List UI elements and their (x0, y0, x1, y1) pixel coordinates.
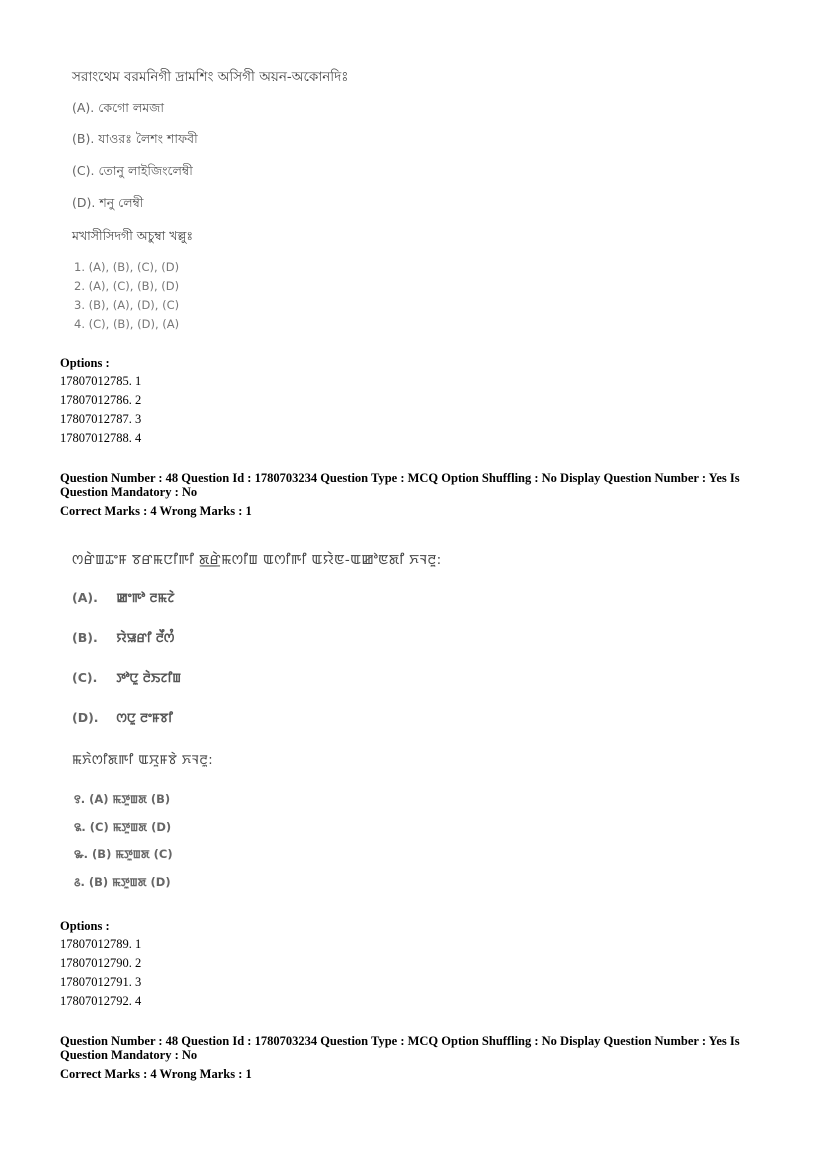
choice-item: (C). ꯇꯣꯅꯨ ꯂꯥꯏꯖꯤꯡ (72, 670, 182, 685)
option-item: 17807012785. 1 (60, 374, 142, 388)
choice-item: (B). ꯌꯥꯎꯔꯤ ꯂꯩꯁꯪ (72, 630, 175, 645)
options-heading: Options : (60, 919, 110, 933)
marks-line: Correct Marks : 4 Wrong Marks : 1 (60, 1067, 252, 1081)
option-item: 17807012789. 1 (60, 937, 142, 951)
choice-item: (A). ꯀꯦꯒꯣ ꯂꯃꯖꯥ (72, 590, 175, 605)
sequence-item: ꯴. (B) ꯃꯇꯨꯡꯗ (D) (74, 875, 171, 889)
choice-item: (B). যাওরঃ লৈশং শাফবী (72, 131, 198, 146)
question-stem: ꯁꯔꯥꯡꯊꯦꯝ ꯕꯔꯃꯅꯤꯒꯤ ꯗ꯭ꯔꯥꯃꯁꯤꯡ ꯑꯁꯤꯒꯤ ꯑꯌꯥꯟ-ꯑꯀꯣꯟꯗꯤ ꯈꯜꯂꯨ: (72, 552, 442, 568)
sequence-item: 3. (B), (A), (D), (C) (74, 298, 180, 312)
sequence-item: 4. (C), (B), (D), (A) (74, 317, 180, 331)
question-image (60, 60, 460, 340)
option-item: 17807012792. 4 (60, 994, 142, 1008)
option-item: 17807012786. 2 (60, 393, 142, 407)
sequence-item: ꯱. (A) ꯃꯇꯨꯡꯗ (B) (74, 792, 171, 806)
choice-item: (D). শনু লেম্বী (72, 195, 144, 210)
question-stem: সরাংথেম বরমনিগী দ্রামশিং অসিগী অয়ন-অকোনদিঃ (72, 69, 349, 85)
option-item: 17807012787. 3 (60, 412, 142, 426)
question-image (60, 545, 480, 895)
choice-item: (A). কেগো লমজা (72, 100, 164, 115)
options-heading: Options : (60, 356, 110, 370)
option-item: 17807012788. 4 (60, 431, 142, 445)
option-item: 17807012790. 2 (60, 956, 142, 970)
sequence-item: 2. (A), (C), (B), (D) (74, 279, 180, 293)
choice-item: (C). তোনু লাইজিংলেম্বী (72, 163, 193, 178)
sequence-item: ꯳. (B) ꯃꯇꯨꯡꯗ (C) (74, 847, 173, 861)
sequence-item: ꯲. (C) ꯃꯇꯨꯡꯗ (D) (74, 820, 172, 834)
sequence-prompt: মখাসীসিদগী অচুম্বা খল্লুঃ (72, 228, 194, 243)
question-meta: Question Number : 48 Question Id : 1780703234 Question Type : MCQ Option Shuffling : No Display Question Number : Yes Is Question Mandatory : No (60, 471, 740, 499)
question-meta: Question Number : 48 Question Id : 1780703234 Question Type : MCQ Option Shuffling : No Display Question Number : Yes Is Question Mandatory : No (60, 1034, 740, 1062)
choice-item: (D). ꯁꯅꯨ ꯂꯦꯝꯕꯤ (72, 710, 173, 725)
sequence-item: 1. (A), (B), (C), (D) (74, 260, 180, 274)
marks-line: Correct Marks : 4 Wrong Marks : 1 (60, 504, 252, 518)
option-item: 17807012791. 3 (60, 975, 142, 989)
sequence-prompt: ꯃꯈꯥꯁꯤꯗꯒꯤ ꯑꯆꯨꯝꯕꯥ ꯈꯜꯂꯨ: (72, 753, 213, 768)
